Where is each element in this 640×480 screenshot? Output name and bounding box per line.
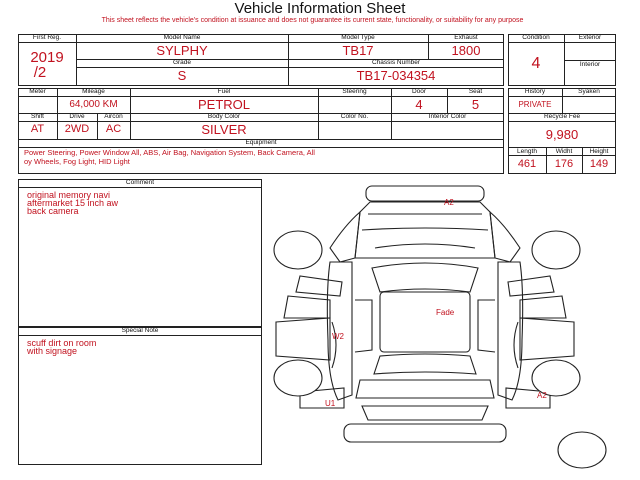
equipment-label: Equipment [245, 139, 277, 146]
first-reg-label: First Reg. [32, 34, 62, 41]
door-count: 4 [415, 97, 423, 112]
seat-count: 5 [471, 97, 480, 112]
interior-color-label: Interior Color [428, 113, 467, 120]
condition-grade: 4 [531, 55, 541, 72]
grade-label: Grade [172, 59, 192, 66]
wheel-front-left [274, 231, 322, 269]
exhaust-label: Exhaust [454, 34, 478, 41]
damage-mark-front: A2 [444, 198, 454, 207]
syaken-label: Syaken [578, 88, 600, 95]
height: 149 [589, 158, 609, 170]
damage-mark-roof: Fade [436, 308, 455, 317]
aircon: AC [105, 123, 122, 135]
fuel-label: Fuel [217, 88, 231, 95]
comment-line-2: aftermarket 15 inch aw [27, 198, 119, 208]
height-label: Height [589, 148, 609, 155]
damage-mark-left-door: W2 [332, 332, 344, 341]
damage-mark-lower-left: U1 [325, 399, 336, 408]
model-name-label: Model Name [163, 34, 201, 41]
body-color-label: Body Color [207, 113, 241, 120]
aircon-label: Aircon [104, 113, 123, 120]
condition-label: Condition [522, 34, 550, 41]
body-color: SILVER [201, 122, 247, 137]
exhaust: 1800 [451, 43, 481, 58]
recycle-fee-label: Recycle Fee [543, 113, 581, 120]
comment-label: Comment [125, 179, 155, 186]
history: PRIVATE [518, 100, 552, 109]
drive-label: Drive [69, 113, 85, 120]
length-label: Length [517, 148, 537, 155]
seat-label: Seat [468, 88, 483, 95]
mileage-label: Mileage [82, 88, 105, 95]
model-name: SYLPHY [156, 43, 208, 58]
comment-line-3: back camera [27, 206, 79, 216]
shift-label: Shift [30, 113, 44, 120]
wheel-rear-left [274, 360, 322, 396]
special-note-line-1: scuff dirt on room [27, 338, 97, 348]
wheel-front-right [532, 231, 580, 269]
disclaimer: This sheet reflects the vehicle's condition at issuance and does not guarantee its current state, functionality, or suitability for any purpose [101, 17, 524, 24]
exterior-label: Exterior [578, 34, 602, 41]
interior-label: Interior [579, 61, 601, 68]
special-note-label: Special Note [121, 327, 159, 334]
color-no-label: Color No. [340, 113, 369, 120]
comment-line-1: original memory navi [27, 190, 111, 200]
drive: 2WD [64, 123, 90, 135]
model-type: TB17 [342, 43, 374, 58]
history-label: History [524, 88, 546, 95]
width: 176 [554, 158, 574, 170]
mileage: 64,000 KM [69, 99, 118, 110]
equipment-line-2: oy Wheels, Fog Light, HID Light [24, 157, 130, 166]
chassis-label: Chassis Number [371, 59, 421, 66]
fuel: PETROL [197, 97, 250, 112]
page-title: Vehicle Information Sheet [234, 0, 406, 17]
model-type-label: Model Type [341, 34, 375, 41]
width-label: Widht [555, 148, 573, 155]
door-label: Door [411, 88, 427, 95]
damage-mark-lower-right: A2 [537, 391, 547, 400]
spare-wheel [558, 432, 606, 468]
equipment-line-1: Power Steering, Power Window All, ABS, Air Bag, Navigation System, Back Camera, All [24, 148, 315, 157]
shift: AT [30, 123, 45, 135]
recycle-fee: 9,980 [545, 127, 579, 142]
first-reg-year: 2019 [30, 49, 64, 66]
steering-label: Steering [342, 88, 367, 95]
special-note-line-2: with signage [27, 346, 78, 356]
chassis-number: TB17-034354 [356, 68, 436, 83]
grade: S [177, 68, 187, 83]
length: 461 [517, 158, 537, 170]
first-reg-month: /2 [33, 64, 47, 81]
meter-label: Meter [29, 88, 46, 95]
